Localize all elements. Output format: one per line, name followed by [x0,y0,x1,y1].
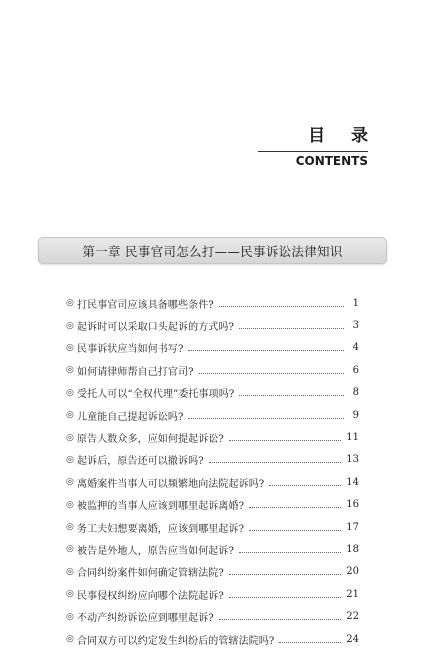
toc-entry[interactable] [66,382,359,404]
toc-entry[interactable] [66,449,359,471]
toc-entry-page-number: 6 [352,364,359,376]
toc-entry[interactable] [66,337,359,359]
toc-divider [258,151,368,152]
toc-entry-title: 不动产纠纷诉讼应到哪里起诉? [77,613,214,625]
toc-entry-page-number: 18 [346,543,359,555]
toc-entry-page-number: 13 [346,454,359,466]
toc-entry-page-number: 8 [352,387,359,399]
toc-entry-page-number: 17 [346,521,359,533]
toc-entry-title: 儿童能自己提起诉讼吗? [77,411,184,423]
toc-entry[interactable] [66,538,359,560]
toc-entry-page-number: 4 [352,342,359,354]
toc-entry[interactable] [66,314,359,336]
toc-list [66,292,359,650]
toc-entry-title: 民事侵权纠纷应向哪个法院起诉? [77,590,224,602]
toc-entry[interactable] [66,426,359,448]
toc-entry[interactable] [66,292,359,314]
toc-entry-page-number: 1 [352,297,359,309]
chapter-title: 第一章 民事官司怎么打——民事诉讼法律知识 [82,243,343,259]
dot-leader [219,306,344,307]
bullet-circle-icon: ◎ [66,454,74,465]
dot-leader [249,530,341,531]
dot-leader [239,552,341,553]
toc-subtitle: CONTENTS [295,154,368,168]
dot-leader [209,462,342,463]
bullet-circle-icon: ◎ [66,499,74,510]
dot-leader [199,373,344,374]
bullet-circle-icon: ◎ [66,365,74,376]
dot-leader [229,440,341,441]
toc-entry-title: 务工夫妇想要离婚，应该到哪里起诉? [77,523,245,535]
bullet-circle-icon: ◎ [66,298,74,309]
toc-entry-title: 民事诉状应当如何书写? [77,344,184,356]
toc-entry-page-number: 14 [346,476,359,488]
bullet-circle-icon: ◎ [66,589,74,600]
bullet-circle-icon: ◎ [66,522,74,533]
bullet-circle-icon: ◎ [66,320,74,331]
toc-entry-title: 打民事官司应该具备哪些条件? [77,299,214,311]
toc-entry[interactable] [66,404,359,426]
dot-leader [188,350,344,351]
bullet-circle-icon: ◎ [66,477,74,488]
dot-leader [279,642,341,643]
toc-entry-page-number: 22 [346,611,359,623]
toc-entry[interactable] [66,359,359,381]
toc-entry[interactable] [66,628,359,650]
bullet-circle-icon: ◎ [66,342,74,353]
toc-entry-page-number: 11 [346,432,359,444]
toc-entry-title: 原告人数众多，应如何提起诉讼? [77,434,224,446]
toc-entry-title: 被告是外地人，原告应当如何起诉? [77,545,234,557]
chapter-banner [38,237,387,264]
toc-entry-title: 离婚案件当事人可以频繁地向法院起诉吗? [77,478,265,490]
dot-leader [249,507,341,508]
toc-entry-page-number: 21 [346,588,359,600]
toc-title: 目 录 [308,126,378,146]
bullet-circle-icon: ◎ [66,432,74,443]
toc-entry-page-number: 3 [352,320,359,332]
dot-leader [229,597,341,598]
toc-entry-page-number: 16 [346,499,359,511]
toc-entry-title: 如何请律师帮自己打官司? [77,366,194,378]
dot-leader [229,574,341,575]
toc-entry[interactable] [66,561,359,583]
bullet-circle-icon: ◎ [66,611,74,622]
toc-entry-title: 合同双方可以约定发生纠纷后的管辖法院吗? [77,635,275,647]
toc-entry[interactable] [66,516,359,538]
toc-entry[interactable] [66,605,359,627]
toc-entry-page-number: 20 [346,566,359,578]
toc-entry-title: 被监押的当事人应该到哪里起诉离婚? [77,501,245,513]
dot-leader [188,418,344,419]
dot-leader [239,395,344,396]
toc-entry-page-number: 9 [352,409,359,421]
dot-leader [269,485,341,486]
dot-leader [239,328,344,329]
dot-leader [219,619,342,620]
bullet-circle-icon: ◎ [66,544,74,555]
toc-entry[interactable] [66,471,359,493]
bullet-circle-icon: ◎ [66,410,74,421]
toc-entry-title: 起诉时可以采取口头起诉的方式吗? [77,322,234,334]
toc-header [258,126,378,168]
bullet-circle-icon: ◎ [66,387,74,398]
toc-entry-title: 合同纠纷案件如何确定管辖法院? [77,568,224,580]
toc-entry[interactable] [66,583,359,605]
toc-entry-title: 受托人可以“全权代理”委托事项吗? [77,389,235,401]
toc-entry-page-number: 24 [346,633,359,645]
toc-entry[interactable] [66,494,359,516]
toc-entry-title: 起诉后，原告还可以撤诉吗? [77,456,204,468]
bullet-circle-icon: ◎ [66,634,74,645]
bullet-circle-icon: ◎ [66,566,74,577]
